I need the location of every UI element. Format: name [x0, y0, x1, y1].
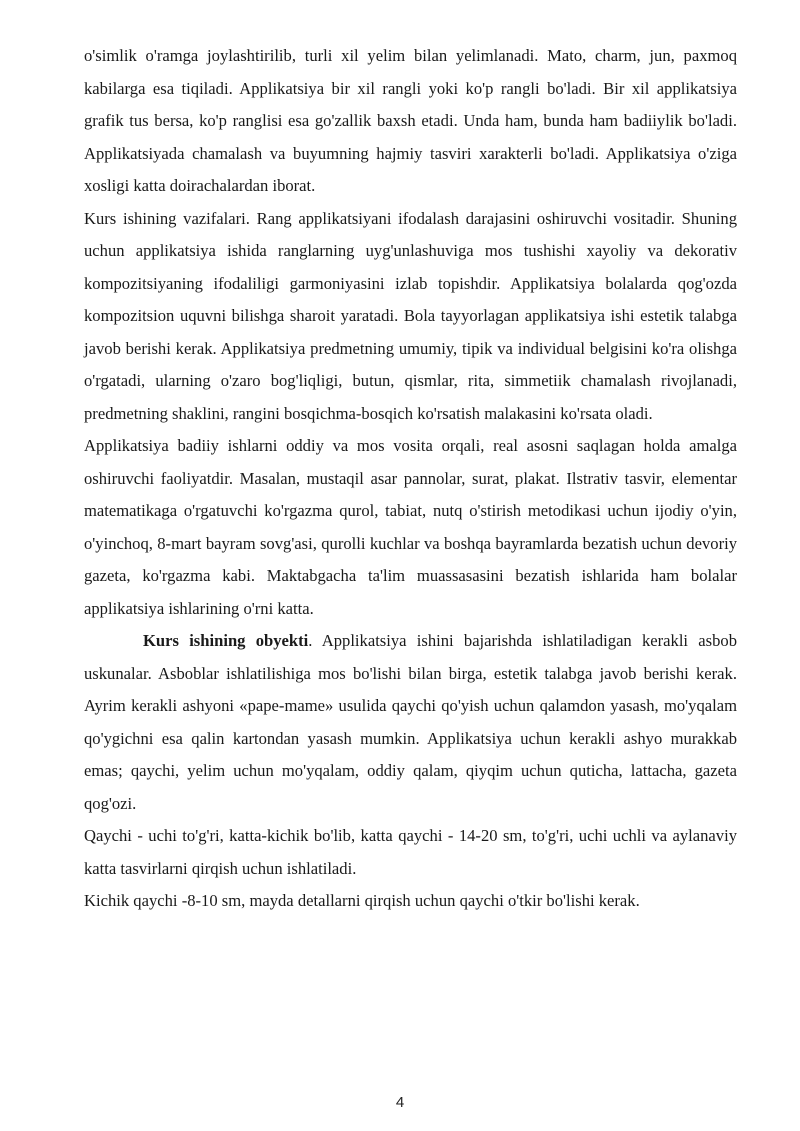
paragraph-bold-lead: Kurs ishining obyekti	[143, 631, 309, 650]
paragraph-text: Qaychi - uchi to'g'ri, katta-kichik bo'lib, katta qaychi - 14-20 sm, to'g'ri, uchi uchli va aylanaviy katta tasvirlarni qirqish uchun ishlatiladi.	[84, 826, 737, 878]
paragraph-kurs-obyekti	[84, 625, 737, 820]
paragraph-badiiy-ishlar	[84, 430, 737, 625]
paragraph-text: Kurs ishining vazifalari. Rang applikatsiyani ifodalash darajasini oshiruvchi vositadir. Shuning uchun applikatsiya ishida ranglarning uyg'unlashuviga mos tushishi xayoliy va dekorativ kompozitsiyaning ifodaliligi garmoniyasini izlab topishdir. Applikatsiya bolalarda qog'ozda kompozitsion uquvni bilishga sharoit yaratadi. Bola tayyorlagan applikatsiya ishi estetik talabga javob berishi kerak. Applikatsiya predmetning umumiy, tipik va individual belgisini ko'ra olishga o'rgatadi, ularning o'zaro bog'liqligi, butun, qismlar, rita, simmetiik chamalash rivojlanadi, predmetning shaklini, rangini bosqichma-bosqich ko'rsatish malakasini ko'rsata oladi.	[84, 208, 737, 423]
paragraph-text: o'simlik o'ramga joylashtirilib, turli xil yelim bilan yelimlanadi. Mato, charm, jun, paxmoq kabilarga esa tiqiladi. Applikatsiya bir xil rangli yoki ko'p rangli bo'ladi. Bir xil applikatsiya grafik tus bersa, ko'p ranglisi esa go'zallik baxsh etadi. Unda ham, bunda ham badiiylik bo'ladi. Applikatsiyada chamalash va buyumning hajmiy tasviri xarakterli bo'ladi. Applikatsiya o'ziga xosligi katta doirachalardan iborat.	[84, 46, 737, 195]
paragraph-kurs-vazifalari	[84, 203, 737, 431]
paragraph-qaychi	[84, 820, 737, 885]
paragraph-text: Applikatsiya badiiy ishlarni oddiy va mos vosita orqali, real asosni saqlagan holda amalga oshiruvchi faoliyatdir. Masalan, mustaqil asar pannolar, surat, plakat. Ilstrativ tasvir, elementar matematikaga o'rgatuvchi ko'rgazma qurol, tabiat, nutq o'stirish metodikasi uchun ijodiy o'yin, o'yinchoq, 8-mart bayram sovg'asi, qurolli kuchlar va boshqa bayramlarda bezatish uchun devoriy gazeta, ko'rgazma kabi. Maktabgacha ta'lim muassasasini bezatish ishlarida ham bolalar applikatsiya ishlarining o'rni katta.	[84, 436, 737, 618]
page-number: 4	[395, 1094, 405, 1111]
paragraph-applikatsiya-intro	[84, 40, 737, 203]
paragraph-text: Kichik qaychi -8-10 sm, mayda detallarni qirqish uchun qaychi o'tkir bo'lishi kerak.	[84, 891, 640, 910]
paragraph-text: . Applikatsiya ishini bajarishda ishlatiladigan kerakli asbob uskunalar. Asboblar ishlatilishiga mos bo'lishi bilan birga, estetik talabga javob berishi kerak. Ayrim kerakli ashyoni «pape-mame» usulida qaychi qo'yish uchun qalamdon yasash, mo'yqalam qo'ygichni esa qalin kartondan yasash mumkin. Applikatsiya uchun kerakli ashyo murakkab emas; qaychi, yelim uchun mo'yqalam, oddiy qalam, qiyqim uchun quticha, lattacha, gazeta qog'ozi.	[84, 631, 737, 813]
paragraph-kichik-qaychi	[84, 885, 737, 918]
document-page	[84, 40, 737, 918]
